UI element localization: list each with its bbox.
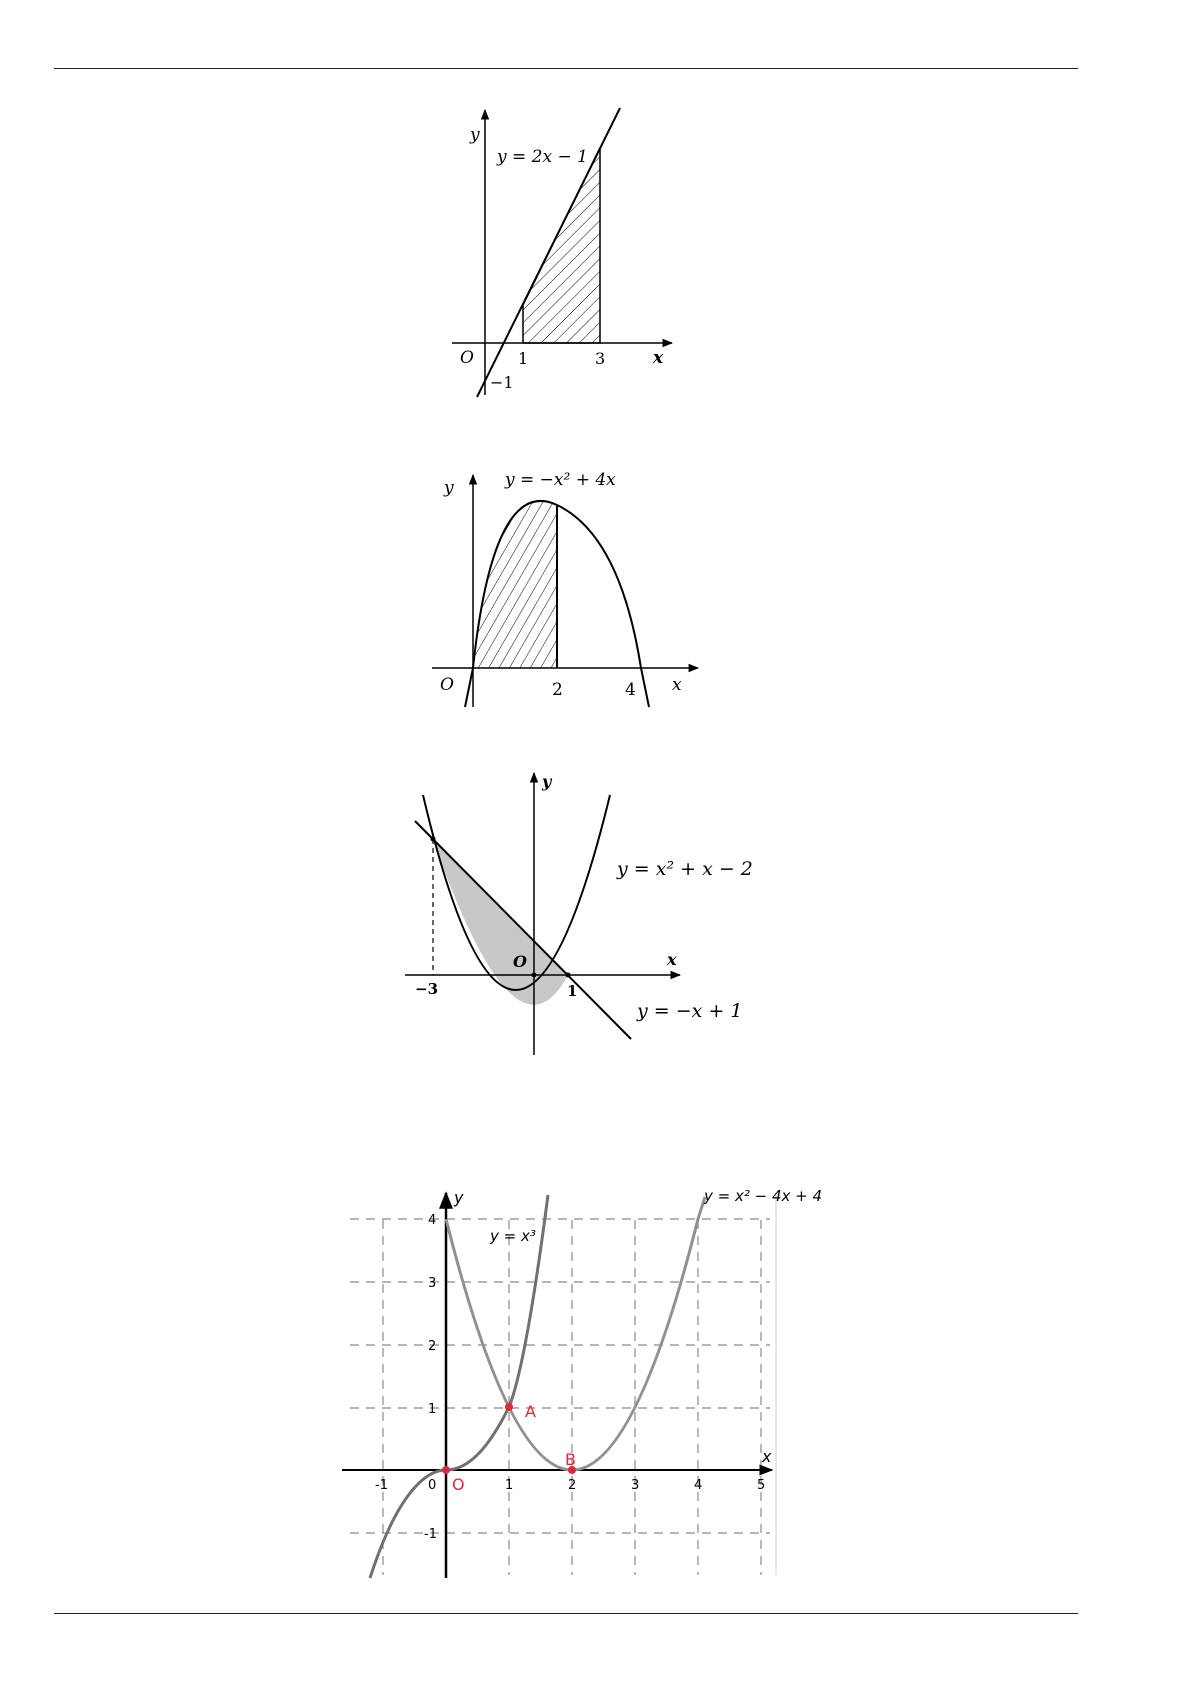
point-a-label: A [525, 1402, 536, 1421]
figure-3-parabola-line-area [405, 765, 765, 1055]
point-1 [566, 973, 571, 978]
tick-3: 3 [595, 349, 606, 368]
point-b-label: B [565, 1450, 576, 1469]
top-rule [54, 68, 1078, 69]
y-tick--1: -1 [424, 1527, 437, 1542]
origin-label: O [513, 952, 527, 971]
shaded-region [523, 148, 600, 343]
curve-label: y = −x² + 4x [505, 470, 616, 490]
origin-label: O [440, 675, 454, 695]
curve-label: y = 2x − 1 [497, 147, 588, 167]
curve-label-1: y = x² + x − 2 [617, 858, 753, 880]
y-tick-1: 1 [428, 1402, 437, 1417]
y-axis-label: y [470, 125, 480, 145]
y-axis-label: y [444, 478, 454, 498]
point-neg3 [431, 837, 436, 842]
x-tick-4: 4 [694, 1478, 703, 1493]
point-o-label: O [452, 1475, 465, 1494]
tick-1: 1 [567, 982, 578, 1000]
x-axis-label: x [672, 675, 682, 695]
y-tick-2: 2 [428, 1339, 437, 1354]
y-tick-4: 4 [428, 1213, 437, 1228]
x-tick-2: 2 [568, 1478, 577, 1493]
x-axis-label: x [667, 950, 677, 969]
curve-label-cubic: y = x³ [490, 1227, 536, 1245]
tick-minus-1: −1 [490, 373, 514, 392]
x-tick-1: 1 [505, 1478, 514, 1493]
curve-label-2: y = −x + 1 [637, 1000, 743, 1022]
bottom-rule [54, 1613, 1078, 1614]
origin-label: O [460, 348, 474, 368]
point-origin [532, 973, 537, 978]
curve-cubic [370, 1195, 548, 1578]
x-tick-0: 0 [428, 1478, 437, 1493]
grid [350, 1219, 770, 1575]
curve-parabola [446, 1197, 705, 1470]
x-tick-3: 3 [631, 1478, 640, 1493]
shaded-region [433, 839, 568, 1005]
tick-1: 1 [518, 349, 529, 368]
figure-2-parabola-area [430, 445, 700, 715]
tick-minus-3: −3 [415, 980, 439, 998]
line-y-neg-x-plus-1 [415, 821, 631, 1039]
tick-2: 2 [552, 680, 563, 700]
curve-label-parabola: y = x² − 4x + 4 [704, 1187, 823, 1205]
point-a-marker [505, 1403, 513, 1411]
x-axis-label: x [653, 348, 664, 368]
x-axis-label: x [762, 1447, 772, 1466]
y-axis-label: y [542, 772, 552, 791]
x-tick-5: 5 [757, 1478, 766, 1493]
y-tick-3: 3 [428, 1276, 437, 1291]
tick-4: 4 [625, 680, 636, 700]
figure-4-cubic-parabola-grid [340, 1185, 830, 1580]
point-o-marker [442, 1466, 450, 1474]
figure-1-linear-area [440, 100, 690, 405]
x-tick--1: -1 [375, 1478, 388, 1493]
y-axis-label: y [454, 1188, 464, 1207]
